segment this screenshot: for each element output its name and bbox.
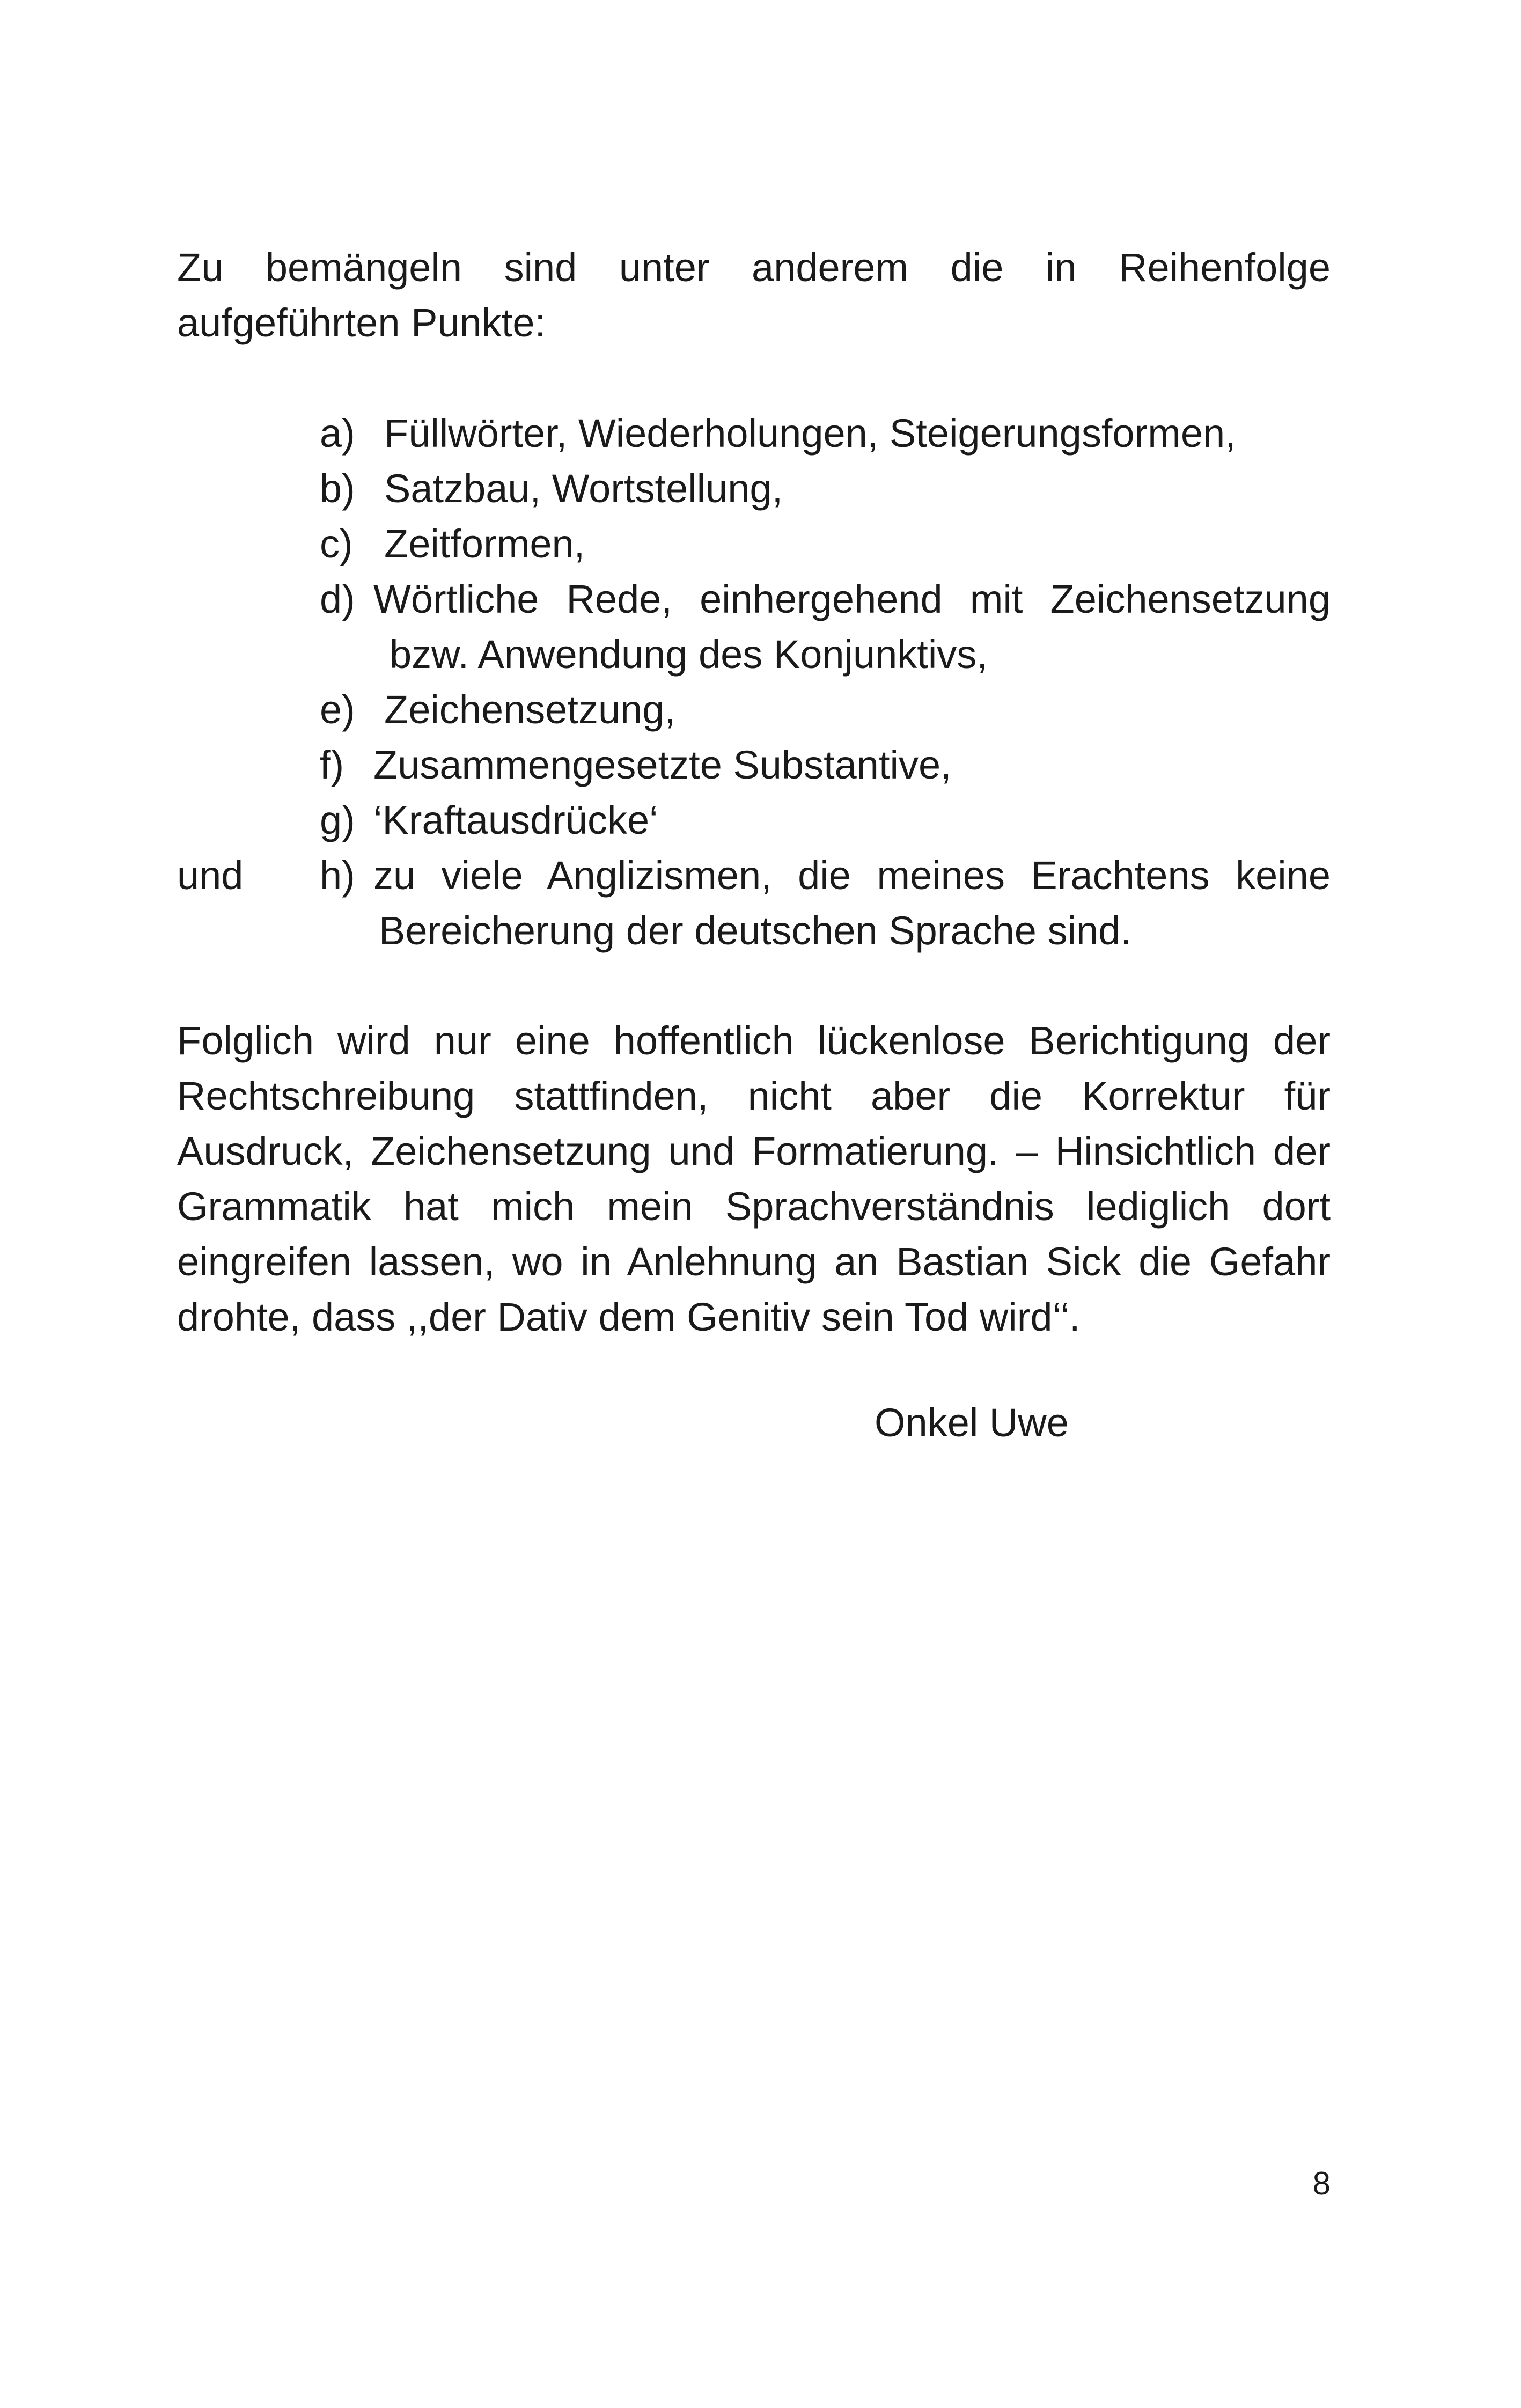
list-item-body — [373, 848, 1331, 958]
list-item-marker: c) — [320, 522, 353, 566]
page-number: 8 — [1312, 2165, 1331, 2201]
list-item-marker: a) — [320, 411, 355, 456]
issue-list — [177, 406, 1331, 958]
list-item-marker: g) — [320, 798, 355, 842]
list-item-text: Füllwörter, Wiederholungen, Steigerungsformen, — [384, 411, 1236, 456]
list-item — [177, 406, 1331, 461]
intro-paragraph: Zu bemängeln sind unter anderem die in Reihenfolge aufgeführten Punkte: — [177, 245, 1331, 345]
list-item-text: ‘Kraftausdrücke‘ — [373, 798, 658, 842]
list-item — [177, 571, 1331, 682]
closing-paragraph: Folglich wird nur eine hoffentlich lückenlose Berichtigung der Rechtschreibung stattfinden, nicht aber die Korrektur für Ausdruck, Zeichensetzung und Formatierung. – Hinsichtlich der Grammatik hat mich mein Sprachverständnis lediglich dort eingreifen lassen, wo in Anlehnung an Bastian Sick die Gefahr drohte, dass ,,der Dativ dem Genitiv sein Tod wird‘‘. — [177, 1018, 1331, 1339]
list-item-marker: h) — [320, 853, 355, 898]
list-item-marker: d) — [320, 577, 355, 621]
list-item — [177, 682, 1331, 737]
list-item-body — [373, 571, 1331, 682]
signature: Onkel Uwe — [875, 1400, 1069, 1445]
list-item-continuation: Bereicherung der deutschen Sprache sind. — [379, 908, 1131, 953]
list-item-prefix: und — [177, 853, 244, 898]
list-item-text: Satzbau, Wortstellung, — [384, 466, 783, 511]
list-item-marker: b) — [320, 466, 355, 511]
list-item — [177, 848, 1331, 958]
list-item-text: zu viele Anglizismen, die meines Erachtens keine — [373, 853, 1331, 898]
list-item-marker: e) — [320, 687, 355, 732]
list-item-text: Zusammengesetzte Substantive, — [373, 743, 952, 787]
list-item-text: Zeichensetzung, — [384, 687, 676, 732]
list-item — [177, 737, 1331, 792]
list-item-continuation: bzw. Anwendung des Konjunktivs, — [390, 632, 988, 677]
list-item — [177, 792, 1331, 848]
list-item-text: Zeitformen, — [384, 522, 585, 566]
list-item-text: Wörtliche Rede, einhergehend mit Zeichensetzung — [373, 577, 1331, 621]
list-item — [177, 516, 1331, 571]
list-item-marker: f) — [320, 743, 344, 787]
list-item — [177, 461, 1331, 516]
